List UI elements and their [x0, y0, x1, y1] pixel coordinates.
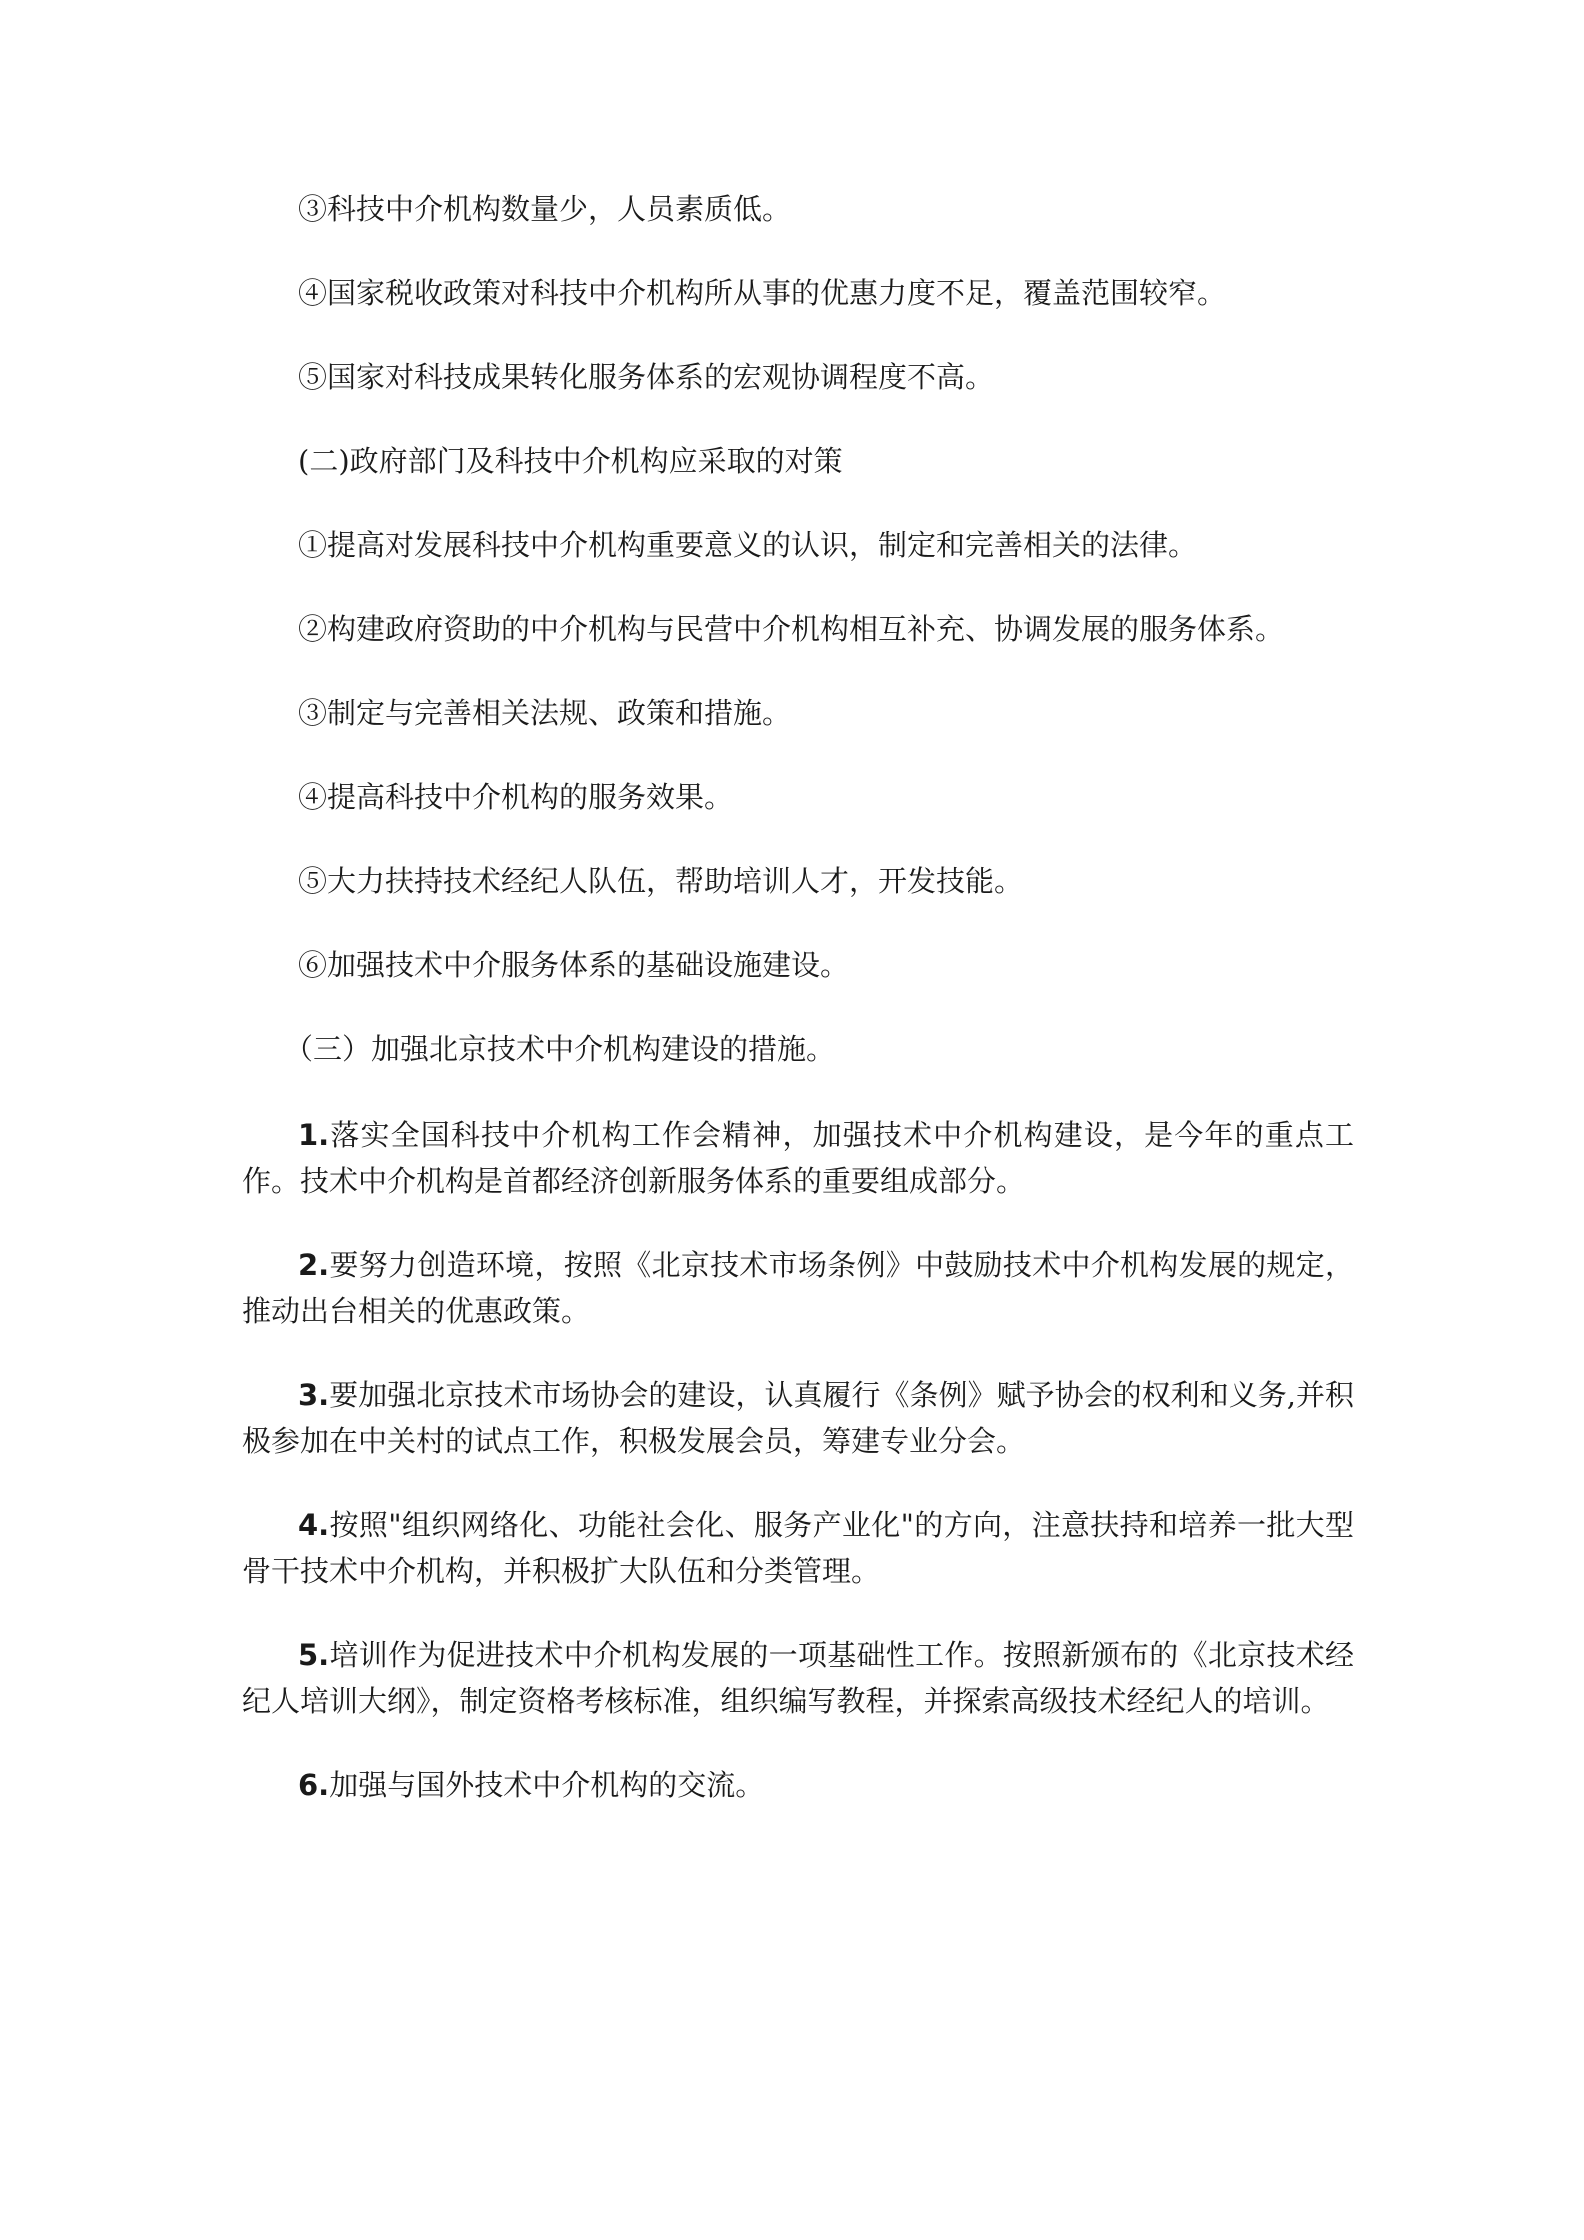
- numbered-paragraph: [242, 1502, 1354, 1594]
- paragraph-text: 按照"组织网络化、功能社会化、服务产业化"的方向，注意扶持和培养一批大型骨干技术中介机构，并积极扩大队伍和分类管理。: [242, 1508, 1354, 1588]
- paragraph-text: 加强与国外技术中介机构的交流。: [329, 1768, 765, 1802]
- paragraph-number: 3.: [298, 1378, 330, 1412]
- list-item: ③制定与完善相关法规、政策和措施。: [298, 696, 792, 730]
- paragraph-text: 要努力创造环境，按照《北京技术市场条例》中鼓励技术中介机构发展的规定，推动出台相关的优惠政策。: [242, 1248, 1354, 1328]
- paragraph-text: 要加强北京技术市场协会的建设，认真履行《条例》赋予协会的权利和义务,并积极参加在中关村的试点工作，积极发展会员，筹建专业分会。: [242, 1378, 1354, 1458]
- paragraph-number: 6.: [298, 1768, 330, 1802]
- paragraph-number: 5.: [298, 1638, 330, 1672]
- list-item: ⑥加强技术中介服务体系的基础设施建设。: [298, 948, 850, 982]
- list-item: ①提高对发展科技中介机构重要意义的认识，制定和完善相关的法律。: [298, 528, 1198, 562]
- paragraph-number: 1.: [298, 1118, 330, 1152]
- numbered-paragraph: [242, 1372, 1354, 1464]
- numbered-paragraph: [242, 1112, 1354, 1204]
- list-item: ④提高科技中介机构的服务效果。: [298, 780, 734, 814]
- document-body: [242, 188, 1354, 1846]
- list-item: ④国家税收政策对科技中介机构所从事的优惠力度不足，覆盖范围较窄。: [298, 276, 1227, 310]
- list-item: ③科技中介机构数量少，人员素质低。: [298, 192, 792, 226]
- numbered-paragraph: [242, 1762, 1354, 1808]
- numbered-paragraph: [242, 1632, 1354, 1724]
- list-item: ⑤大力扶持技术经纪人队伍，帮助培训人才，开发技能。: [298, 864, 1024, 898]
- list-item: ②构建政府资助的中介机构与民营中介机构相互补充、协调发展的服务体系。: [298, 612, 1285, 646]
- paragraph-text: 培训作为促进技术中介机构发展的一项基础性工作。按照新颁布的《北京技术经纪人培训大纲》，制定资格考核标准，组织编写教程，并探索高级技术经纪人的培训。: [242, 1638, 1354, 1718]
- section-heading: （三）加强北京技术中介机构建设的措施。: [284, 1032, 836, 1066]
- numbered-paragraph: [242, 1242, 1354, 1334]
- section-heading: (二)政府部门及科技中介机构应采取的对策: [298, 444, 843, 478]
- list-item: ⑤国家对科技成果转化服务体系的宏观协调程度不高。: [298, 360, 995, 394]
- paragraph-text: 落实全国科技中介机构工作会精神，加强技术中介机构建设，是今年的重点工作。技术中介机构是首都经济创新服务体系的重要组成部分。: [242, 1118, 1354, 1198]
- paragraph-number: 2.: [298, 1248, 330, 1282]
- paragraph-number: 4.: [298, 1508, 330, 1542]
